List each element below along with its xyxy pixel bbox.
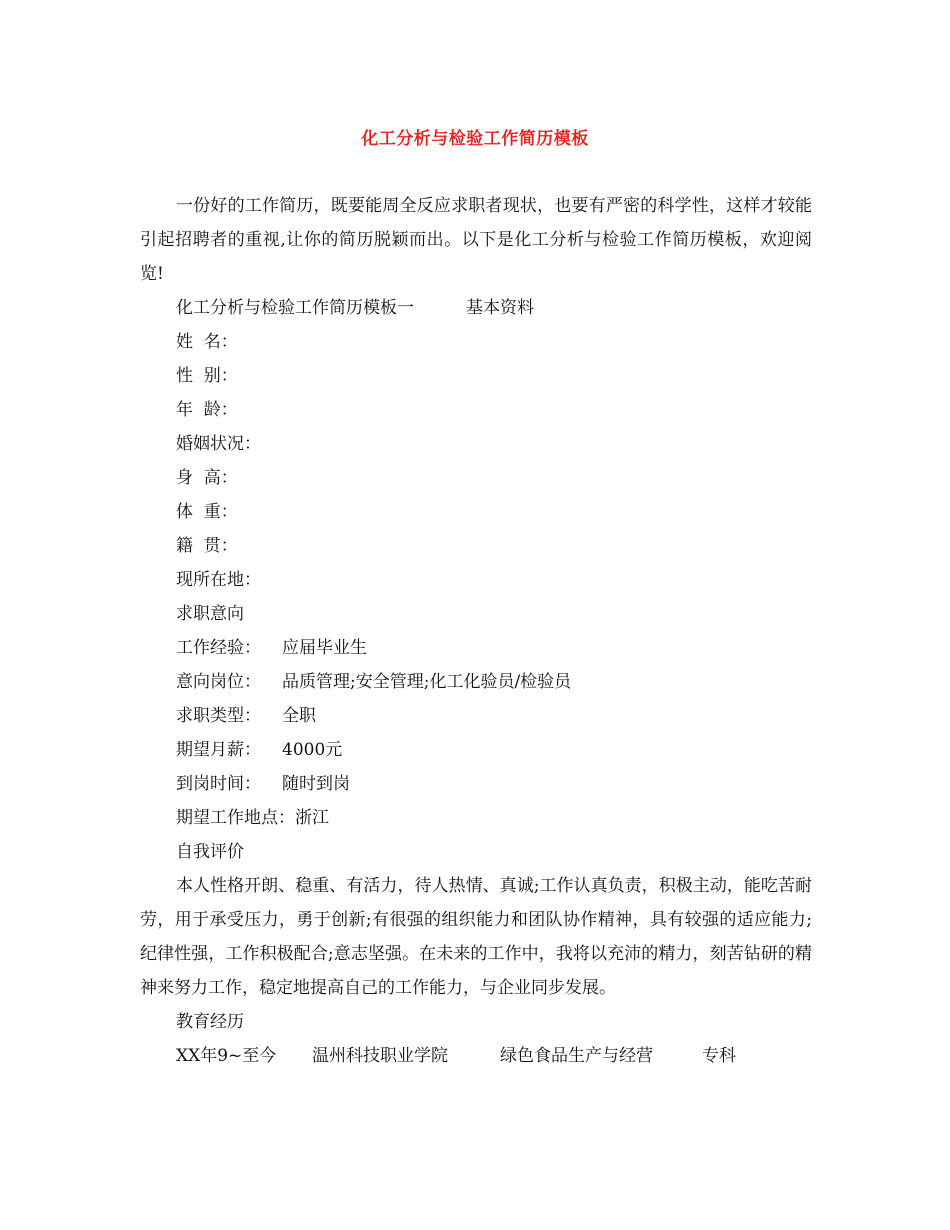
- job-experience-key: 工作经验：: [176, 638, 261, 658]
- job-type: [140, 699, 812, 733]
- self-eval-paragraph: 本人性格开朗、稳重、有活力，待人热情、真诚;工作认真负责，积极主动，能吃苦耐劳，用于承受压力，勇于创新;有很强的组织能力和团队协作精神，具有较强的适应能力;纪律性强，工作积极配合;意志坚强。在未来的工作中，我将以充沛的精力，刻苦钻研的精神来努力工作，稳定地提高自己的工作能力，与企业同步发展。: [140, 876, 812, 998]
- document-title: 化工分析与检验工作简历模板: [361, 129, 589, 149]
- expected-salary-value: 4000元: [282, 740, 343, 760]
- intended-position-key: 意向岗位：: [176, 672, 261, 692]
- field-current-location: 现所在地：: [176, 570, 261, 590]
- intro-paragraph: 一份好的工作简历，既要能周全反应求职者现状，也要有严密的科学性，这样才较能引起招聘者的重视,让你的简历脱颖而出。以下是化工分析与检验工作简历模板，欢迎阅览!: [140, 196, 812, 284]
- field-hometown: 籍 贯：: [176, 536, 238, 556]
- education-heading: 教育经历: [176, 1012, 244, 1032]
- expected-salary: [140, 733, 812, 767]
- education-degree: 专科: [702, 1046, 736, 1066]
- education-period: XX年9~至今: [176, 1046, 277, 1066]
- template-heading-line: [140, 291, 812, 325]
- start-time: [140, 767, 812, 801]
- template-heading: 化工分析与检验工作简历模板一: [176, 298, 414, 318]
- job-experience: [140, 631, 812, 665]
- education-major: 绿色食品生产与经营: [500, 1046, 653, 1066]
- job-experience-value: 应届毕业生: [282, 638, 367, 658]
- field-gender: 性 别：: [176, 366, 238, 386]
- field-weight: 体 重：: [176, 502, 238, 522]
- basic-info-heading: 基本资料: [466, 298, 534, 318]
- job-type-key: 求职类型：: [176, 706, 261, 726]
- expected-salary-key: 期望月薪：: [176, 740, 261, 760]
- intended-position: [140, 665, 812, 699]
- job-intent-heading: 求职意向: [176, 604, 244, 624]
- document-body: [140, 189, 812, 1073]
- education-school: 温州科技职业学院: [312, 1046, 448, 1066]
- field-age: 年 龄：: [176, 400, 238, 420]
- field-height: 身 高：: [176, 468, 238, 488]
- intended-position-value: 品质管理;安全管理;化工化验员/检验员: [282, 672, 572, 692]
- field-name: 姓 名：: [176, 332, 238, 352]
- expected-location-value: 浙江: [295, 808, 329, 828]
- expected-location-key: 期望工作地点：: [176, 808, 295, 828]
- expected-location: [140, 801, 812, 835]
- field-marital-status: 婚姻状况：: [176, 434, 261, 454]
- job-type-value: 全职: [282, 706, 316, 726]
- start-time-value: 随时到岗: [282, 774, 350, 794]
- start-time-key: 到岗时间：: [176, 774, 261, 794]
- education-row: [140, 1039, 812, 1073]
- self-eval-heading: 自我评价: [176, 842, 244, 862]
